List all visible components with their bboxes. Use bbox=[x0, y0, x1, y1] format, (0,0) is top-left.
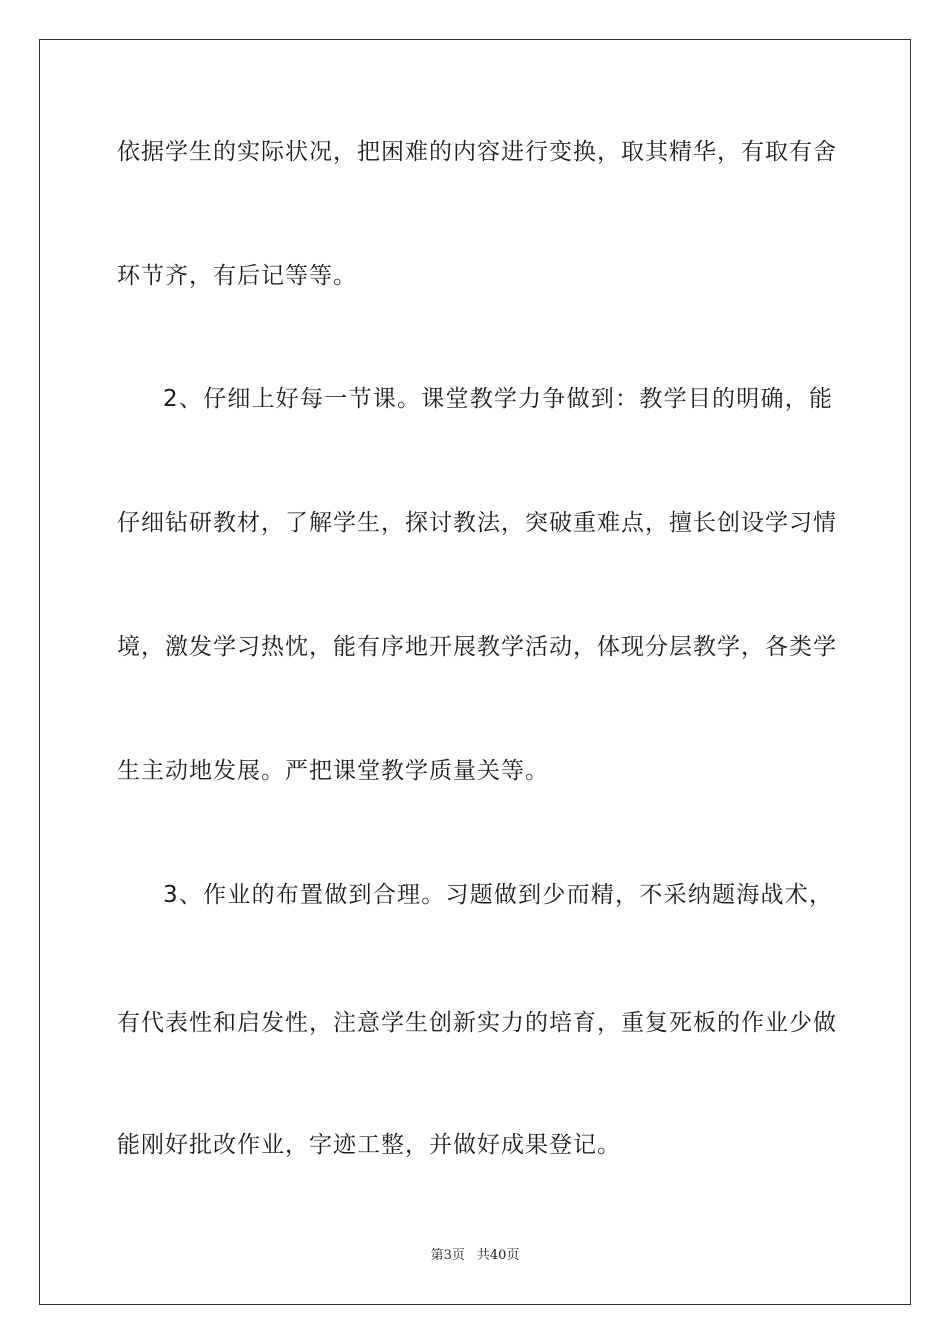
paragraph-line: 环节齐，有后记等等。 bbox=[117, 263, 357, 289]
paragraph-line: 依据学生的实际状况，把困难的内容进行变换，取其精华，有取有舍 bbox=[117, 139, 837, 165]
paragraph-line: 有代表性和启发性，注意学生创新实力的培育，重复死板的作业少做 bbox=[117, 1010, 837, 1036]
paragraph-line: 能刚好批改作业，字迹工整，并做好成果登记。 bbox=[117, 1132, 621, 1158]
page-footer bbox=[0, 1247, 950, 1265]
paragraph-line: 3、作业的布置做到合理。习题做到少而精，不采纳题海战术， bbox=[163, 882, 833, 908]
paragraph-line: 境，激发学习热忱，能有序地开展教学活动，体现分层教学，各类学 bbox=[117, 634, 837, 660]
paragraph-line: 生主动地发展。严把课堂教学质量关等。 bbox=[117, 758, 549, 784]
paragraph-line: 2、仔细上好每一节课。课堂教学力争做到：教学目的明确，能 bbox=[163, 386, 833, 412]
page-number: 第3页 bbox=[430, 1248, 465, 1263]
page-border bbox=[39, 39, 911, 1305]
paragraph-line: 仔细钻研教材，了解学生，探讨教法，突破重难点，擅长创设学习情 bbox=[117, 510, 837, 536]
page-total: 共40页 bbox=[476, 1248, 520, 1263]
